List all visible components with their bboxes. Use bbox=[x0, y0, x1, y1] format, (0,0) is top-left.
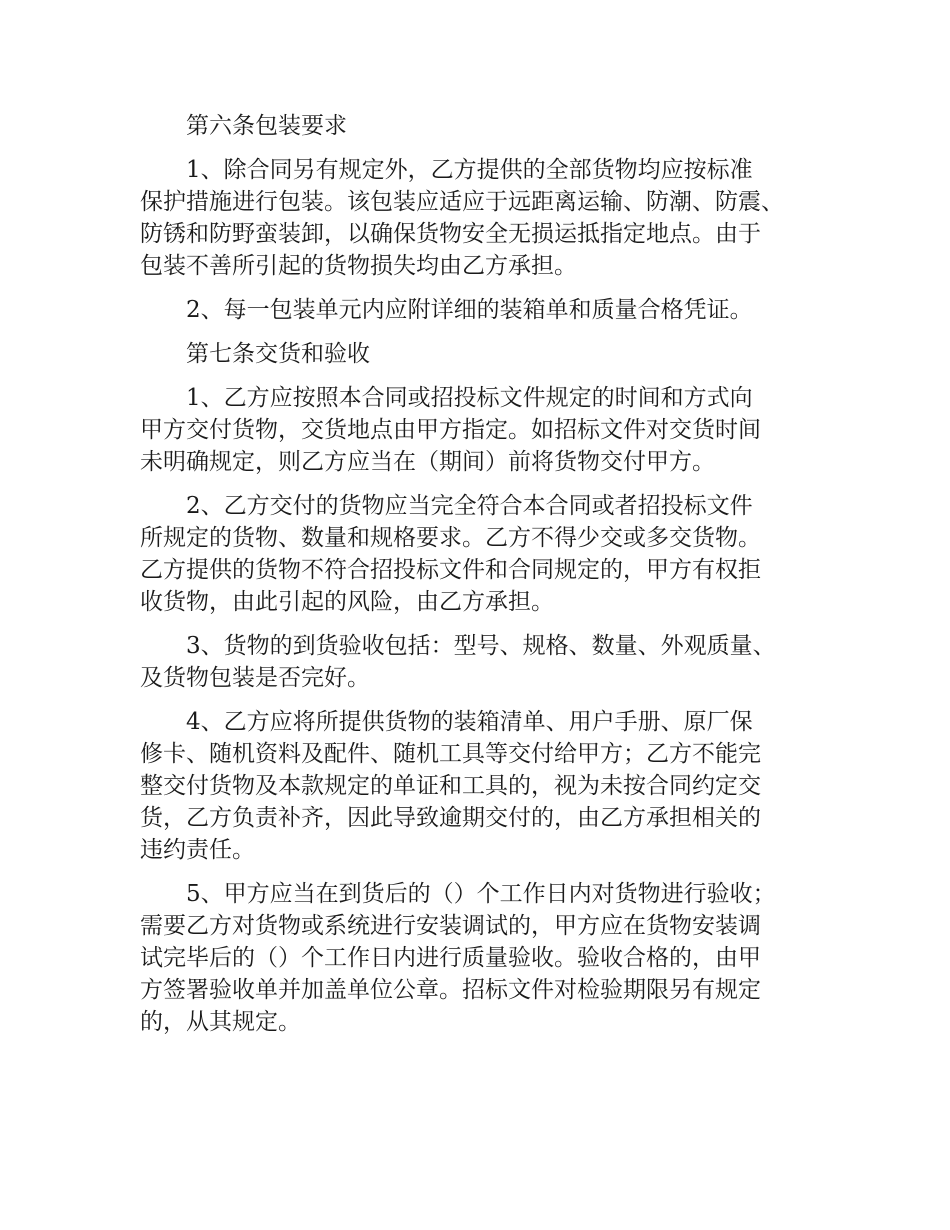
text-line: 违约责任。 bbox=[140, 837, 255, 863]
text-line: 及货物包装是否完好。 bbox=[140, 665, 370, 691]
text-line: 保护措施进行包装。该包装应适应于远距离运输、防潮、防震、 bbox=[140, 189, 784, 215]
text-line: 乙方提供的货物不符合招投标文件和合同规定的，甲方有权拒 bbox=[140, 557, 761, 583]
document-body bbox=[140, 110, 830, 1050]
text-line: 2、乙方交付的货物应当完全符合本合同或者招投标文件 bbox=[186, 493, 753, 519]
section-7-clause-3 bbox=[140, 630, 830, 694]
text-line: 修卡、随机资料及配件、随机工具等交付给甲方；乙方不能完 bbox=[140, 741, 761, 767]
text-line: 1、除合同另有规定外，乙方提供的全部货物均应按标准 bbox=[186, 157, 753, 183]
text-line: 5、甲方应当在到货后的（）个工作日内对货物进行验收； bbox=[186, 881, 776, 907]
section-6-clause-2: 2、每一包装单元内应附详细的装箱单和质量合格凭证。 bbox=[186, 297, 753, 323]
text-line: 方签署验收单并加盖单位公章。招标文件对检验期限另有规定 bbox=[140, 977, 761, 1003]
section-6-title: 第六条包装要求 bbox=[186, 113, 347, 139]
text-line: 甲方交付货物，交货地点由甲方指定。如招标文件对交货时间 bbox=[140, 417, 761, 443]
text-line: 防锈和防野蛮装卸，以确保货物安全无损运抵指定地点。由于 bbox=[140, 221, 761, 247]
text-line: 货，乙方负责补齐，因此导致逾期交付的，由乙方承担相关的 bbox=[140, 805, 761, 831]
text-line: 的，从其规定。 bbox=[140, 1009, 301, 1035]
text-line: 4、乙方应将所提供货物的装箱清单、用户手册、原厂保 bbox=[186, 709, 753, 735]
text-line: 所规定的货物、数量和规格要求。乙方不得少交或多交货物。 bbox=[140, 525, 761, 551]
text-line: 整交付货物及本款规定的单证和工具的，视为未按合同约定交 bbox=[140, 773, 761, 799]
text-line: 收货物，由此引起的风险，由乙方承担。 bbox=[140, 589, 554, 615]
section-7-title: 第七条交货和验收 bbox=[186, 341, 370, 367]
text-line: 试完毕后的（）个工作日内进行质量验收。验收合格的，由甲 bbox=[140, 945, 761, 971]
text-line: 未明确规定，则乙方应当在（期间）前将货物交付甲方。 bbox=[140, 449, 715, 475]
section-6-clause-1 bbox=[140, 154, 830, 282]
section-7-clause-2 bbox=[140, 490, 830, 618]
text-line: 1、乙方应按照本合同或招投标文件规定的时间和方式向 bbox=[186, 385, 753, 411]
text-line: 需要乙方对货物或系统进行安装调试的，甲方应在货物安装调 bbox=[140, 913, 761, 939]
text-line: 包装不善所引起的货物损失均由乙方承担。 bbox=[140, 253, 577, 279]
section-7-clause-5 bbox=[140, 878, 830, 1038]
text-line: 3、货物的到货验收包括：型号、规格、数量、外观质量、 bbox=[186, 633, 776, 659]
section-7-clause-4 bbox=[140, 706, 830, 866]
section-7-clause-1 bbox=[140, 382, 830, 478]
